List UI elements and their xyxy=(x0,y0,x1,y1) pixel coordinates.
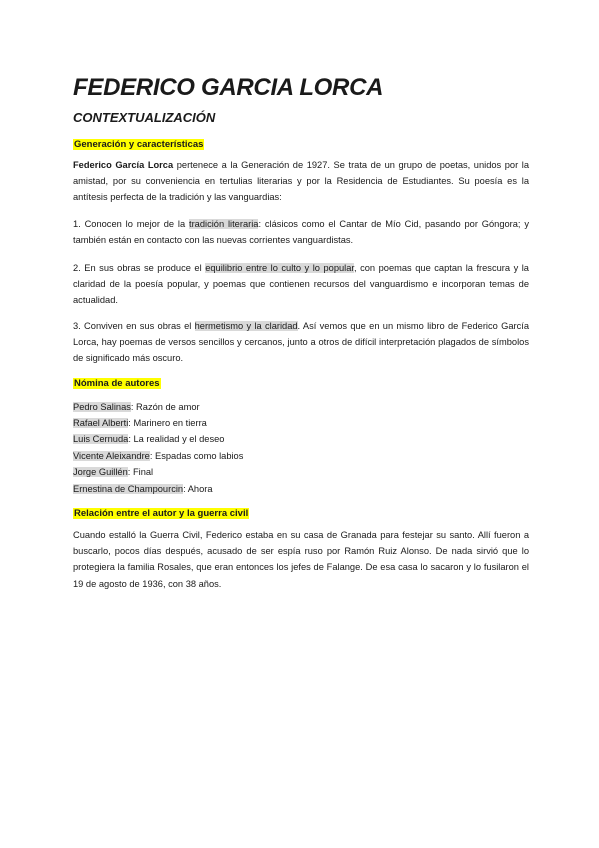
list-item: Jorge Guillén: Final xyxy=(73,467,154,477)
author-name: Federico García Lorca xyxy=(73,160,174,170)
list-item: Pedro Salinas: Razón de amor xyxy=(73,402,200,412)
section-heading-nomina: Nómina de autores xyxy=(74,378,160,389)
point-paragraph-3: 3. Conviven en sus obras el hermetismo y la claridad. Así vemos que en un mismo libro de Federico García Lorca, hay poemas de versos sencillos y cercanos, junto a otros de difícil interpretación plagados de símbolos de significado más oscuro. xyxy=(73,321,529,364)
highlighted-term: tradición literaria xyxy=(189,219,259,229)
highlighted-term: hermetismo y la claridad xyxy=(194,321,298,331)
list-item: Rafael Alberti: Marinero en tierra xyxy=(73,418,207,428)
highlighted-term: equilibrio entre lo culto y lo popular xyxy=(205,263,354,273)
list-item: Vicente Aleixandre: Espadas como labios xyxy=(73,451,244,461)
point-paragraph-1: 1. Conocen lo mejor de la tradición literaria: clásicos como el Cantar de Mío Cid, pasando por Góngora; y también están en contacto con las nuevas corrientes vanguardistas. xyxy=(73,219,529,246)
intro-paragraph xyxy=(73,157,529,206)
war-paragraph: Cuando estalló la Guerra Civil, Federico estaba en su casa de Granada para festejar su santo. Allí fueron a buscarlo, pocos días después, acusado de ser espía ruso por Ramón Ruiz Alonso. De nada sirvió que lo protegiera la familia Rosales, que eran entonces los jefes de Falange. De esa casa lo sacaron y lo fusilaron el 19 de agosto de 1936, con 38 años. xyxy=(73,530,529,589)
section-heading-relacion: Relación entre el autor y la guerra civil xyxy=(74,508,249,519)
list-item: Ernestina de Champourcin: Ahora xyxy=(73,484,213,494)
document-subtitle: CONTEXTUALIZACIÓN xyxy=(73,110,216,125)
point-paragraph-2: 2. En sus obras se produce el equilibrio entre lo culto y lo popular, con poemas que captan la frescura y la claridad de la poesía popular, y poemas que contienen recursos del vanguardismo e incorporan temas de actualidad. xyxy=(73,263,529,306)
list-item: Luis Cernuda: La realidad y el deseo xyxy=(73,434,225,444)
section-heading-generacion: Generación y características xyxy=(74,139,204,150)
intro-text: pertenece a la Generación de 1927. Se trata de un grupo de poetas, unidos por la amistad, por su conveniencia en tertulias literarias y por la Residencia de Estudiantes. Su poesía es la antítesis perfecta de la tradición y las vanguardias: xyxy=(73,160,529,203)
document-title: FEDERICO GARCIA LORCA xyxy=(73,74,384,101)
